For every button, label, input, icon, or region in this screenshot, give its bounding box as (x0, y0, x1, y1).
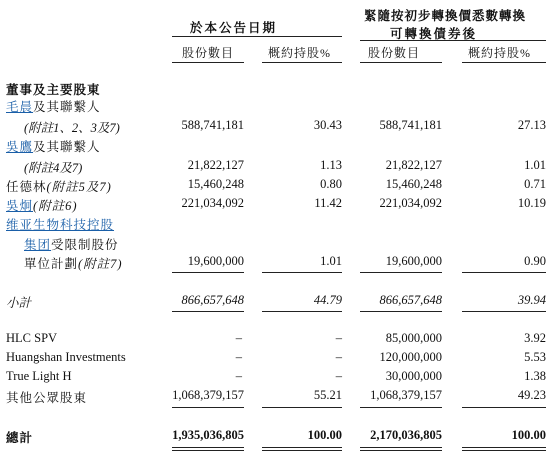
subtotal-pct-b: 39.94 (517, 293, 546, 307)
row-wujiong-shares-b: 221,034,092 (379, 196, 442, 210)
row-wujiong-label (6, 196, 78, 214)
link-wujiong[interactable]: 吳炯 (6, 199, 34, 213)
row-truelight-pct-b: 1.38 (524, 369, 546, 383)
group-a-rule (172, 36, 342, 37)
row-wujiong-shares-a: 221,034,092 (181, 196, 244, 210)
col-header-pct-a: 概約持股% (268, 46, 331, 60)
rule-before-subtotal-a (172, 272, 244, 273)
col-rule-pct-b (462, 62, 546, 63)
col-header-shares-b: 股份數目 (368, 46, 421, 60)
row-public-pct-a: 55.21 (313, 388, 342, 402)
subtotal-shares-b: 866,657,648 (379, 293, 442, 307)
row-hlc-pct-b: 3.92 (524, 331, 546, 345)
row-vinya-line3: 單位計劃 (24, 257, 79, 271)
link-vinya-group[interactable]: 集团 (24, 238, 52, 252)
row-hlc-pct-a: – (335, 331, 342, 345)
rule-before-total-pct-b (462, 407, 546, 408)
row-mao-pct-b: 27.13 (517, 118, 546, 132)
total-shares-b: 2,170,036,805 (370, 428, 442, 442)
row-huangshan-shares-b: 120,000,000 (379, 350, 442, 364)
row-mao-label-rest: 及其聯繫人 (33, 100, 101, 114)
row-ren-note: (附註5及7) (46, 180, 112, 194)
row-ren-shares-a: 15,460,248 (187, 177, 244, 191)
row-vinya-label-line3 (24, 254, 123, 272)
group-b-title-line1: 緊隨按初步轉換價悉數轉換 (364, 9, 527, 23)
row-ren-label (6, 177, 112, 195)
row-ren-shares-b: 15,460,248 (385, 177, 442, 191)
col-header-shares-a: 股份數目 (182, 46, 235, 60)
rule-total-double-pct-b (462, 447, 546, 451)
group-b-rule (360, 40, 546, 41)
subtotal-pct-a: 44.79 (313, 293, 342, 307)
group-a-title: 於本公告日期 (190, 21, 278, 35)
row-wujiong-note: (附註6) (33, 199, 78, 213)
rule-before-subtotal-pct-b (462, 272, 546, 273)
total-pct-a: 100.00 (307, 428, 342, 442)
row-vinya-note: (附註7) (78, 257, 123, 271)
row-vinya-shares-b: 19,600,000 (385, 254, 442, 268)
row-mao-note: (附註1、2、3及7) (24, 121, 120, 135)
section-title: 董事及主要股東 (6, 83, 101, 97)
subtotal-label: 小計 (6, 296, 32, 310)
rule-after-subtotal-a (172, 311, 244, 312)
subtotal-shares-a: 866,657,648 (181, 293, 244, 307)
row-huangshan-pct-b: 5.53 (524, 350, 546, 364)
row-wujiong-pct-b: 10.19 (517, 196, 546, 210)
rule-after-subtotal-pct-a (262, 311, 342, 312)
row-wuying-note: (附註4及7) (24, 161, 83, 175)
row-wuying-label (6, 137, 101, 155)
rule-total-double-a (172, 447, 244, 451)
row-ren-name: 任德林 (6, 180, 47, 194)
row-vinya-pct-b: 0.90 (524, 254, 546, 268)
col-header-pct-b: 概約持股% (468, 46, 531, 60)
row-mao-shares-a: 588,741,181 (181, 118, 244, 132)
rule-total-double-b (360, 447, 442, 451)
row-huangshan-shares-a: – (235, 350, 242, 364)
rule-before-total-pct-a (262, 407, 342, 408)
row-vinya-shares-a: 19,600,000 (187, 254, 244, 268)
rule-before-total-a (172, 407, 244, 408)
rule-before-total-b (360, 407, 442, 408)
row-vinya-label-line1 (6, 215, 114, 233)
row-wuying-pct-b: 1.01 (524, 158, 546, 172)
rule-total-double-pct-a (262, 447, 342, 451)
row-huangshan-label: Huangshan Investments (6, 350, 126, 364)
row-public-shares-a: 1,068,379,157 (172, 388, 244, 402)
row-truelight-shares-b: 30,000,000 (385, 369, 442, 383)
col-rule-shares-b (360, 62, 442, 63)
row-hlc-shares-b: 85,000,000 (385, 331, 442, 345)
rule-after-subtotal-pct-b (462, 311, 546, 312)
row-wuying-shares-a: 21,822,127 (187, 158, 244, 172)
row-ren-pct-b: 0.71 (524, 177, 546, 191)
row-wuying-label-rest: 及其聯繫人 (33, 140, 101, 154)
row-wujiong-pct-a: 11.42 (314, 196, 342, 210)
row-public-shares-b: 1,068,379,157 (370, 388, 442, 402)
row-wuying-pct-a: 1.13 (320, 158, 342, 172)
row-hlc-shares-a: – (235, 331, 242, 345)
col-rule-shares-a (172, 62, 244, 63)
rule-before-subtotal-pct-a (262, 272, 342, 273)
row-truelight-label: True Light H (6, 369, 72, 383)
row-truelight-pct-a: – (335, 369, 342, 383)
row-vinya-label-line2 (24, 235, 119, 253)
total-pct-b: 100.00 (511, 428, 546, 442)
row-ren-pct-a: 0.80 (320, 177, 342, 191)
row-hlc-label: HLC SPV (6, 331, 58, 345)
row-public-label: 其他公眾股東 (6, 391, 88, 405)
row-public-pct-b: 49.23 (517, 388, 546, 402)
row-wuying-shares-b: 21,822,127 (385, 158, 442, 172)
rule-after-subtotal-b (360, 311, 442, 312)
total-label: 總計 (6, 431, 34, 445)
row-vinya-line2-rest: 受限制股份 (51, 238, 119, 252)
row-vinya-pct-a: 1.01 (320, 254, 342, 268)
row-mao-pct-a: 30.43 (313, 118, 342, 132)
group-b-title-line2: 可轉換債券後 (390, 27, 478, 41)
col-rule-pct-a (262, 62, 342, 63)
rule-before-subtotal-b (360, 272, 442, 273)
row-mao-label (6, 97, 101, 115)
link-mao[interactable]: 毛晨 (6, 100, 34, 114)
row-mao-shares-b: 588,741,181 (379, 118, 442, 132)
total-shares-a: 1,935,036,805 (172, 428, 244, 442)
link-wuying[interactable]: 吳鷹 (6, 140, 34, 154)
link-vinya[interactable]: 维亚生物科技控股 (6, 218, 115, 232)
row-truelight-shares-a: – (235, 369, 242, 383)
row-huangshan-pct-a: – (335, 350, 342, 364)
